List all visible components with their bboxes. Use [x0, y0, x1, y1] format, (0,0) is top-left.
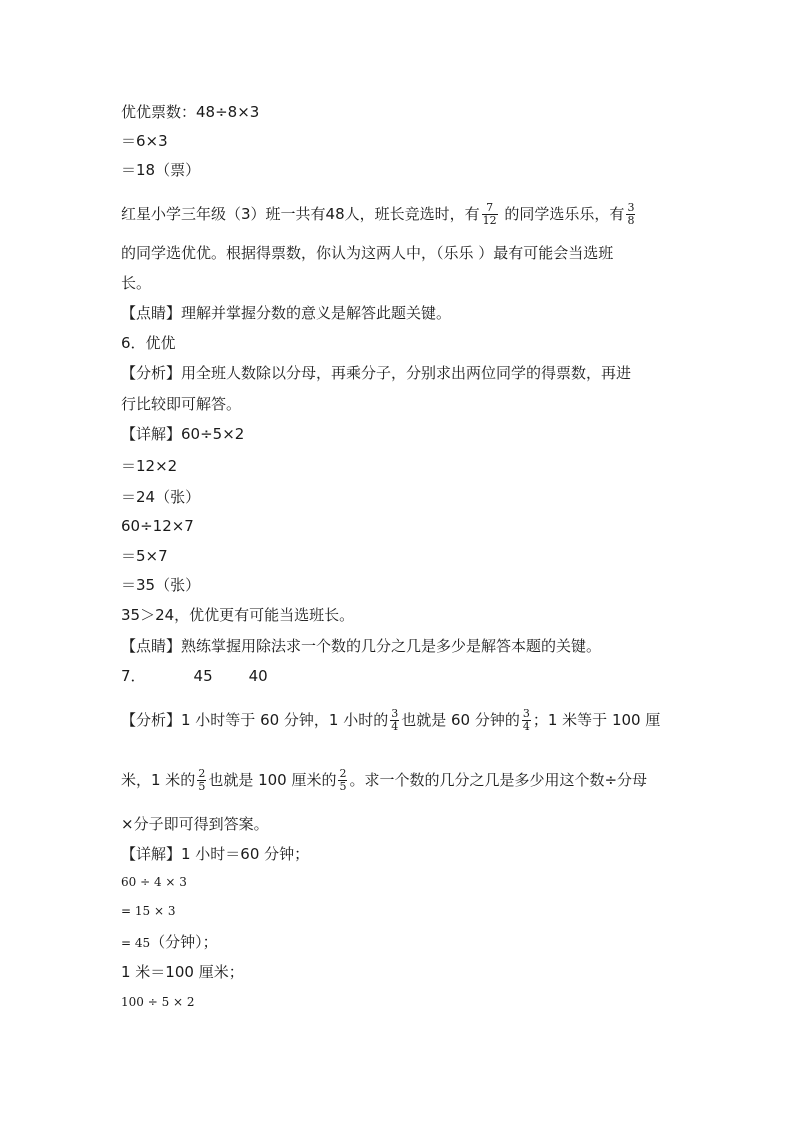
math-span: = 45	[121, 936, 151, 950]
math-line: = 15 × 3	[121, 904, 176, 918]
text-line: ＝5×7	[121, 547, 168, 565]
math-line: 100 ÷ 5 × 2	[121, 995, 195, 1009]
text-line	[121, 202, 637, 227]
answer-line	[121, 666, 268, 686]
text-span: 。求一个数的几分之几是多少用这个数÷分母	[349, 771, 648, 789]
text-span: 米，1 米的	[121, 771, 196, 789]
fraction	[338, 768, 347, 793]
question-number: 7．	[121, 667, 146, 685]
text-line: 1 米＝100 厘米；	[121, 963, 244, 981]
fraction	[626, 202, 635, 227]
text-span: ；1 米等于 100 厘	[532, 711, 661, 729]
text-span: 也就是 100 厘米的	[208, 771, 337, 789]
fraction	[390, 708, 399, 733]
text-span: 红星小学三年级（3）班一共有48人，班长竞选时，有	[121, 205, 480, 223]
fraction-numerator: 3	[627, 201, 635, 214]
fraction-denominator: 4	[391, 720, 399, 733]
fraction-denominator: 5	[198, 780, 206, 793]
text-span: 【分析】1 小时等于 60 分钟，1 小时的	[121, 711, 389, 729]
answer-value: 40	[248, 667, 268, 685]
text-span: 的同学选乐乐，有	[504, 205, 625, 223]
text-line: 60÷12×7	[121, 517, 194, 535]
fraction-numerator: 3	[391, 707, 399, 720]
text-line: ×分子即可得到答案。	[121, 815, 269, 833]
fraction	[197, 768, 206, 793]
fraction-numerator: 7	[486, 201, 494, 214]
text-line	[121, 708, 660, 733]
text-line: 35＞24，优优更有可能当选班长。	[121, 606, 355, 624]
text-line: 【点睛】理解并掌握分数的意义是解答此题关键。	[121, 304, 452, 322]
question-number: 6．优优	[121, 334, 176, 352]
text-line: 的同学选优优。根据得票数，你认为这两人中，（乐乐 ）最有可能会当选班	[121, 244, 614, 262]
fraction-denominator: 8	[627, 214, 635, 227]
text-line	[121, 768, 647, 793]
fraction	[522, 708, 531, 733]
math-line	[121, 932, 218, 953]
fraction-denominator: 5	[339, 780, 347, 793]
fraction-denominator: 4	[522, 720, 530, 733]
text-line: 【分析】用全班人数除以分母，再乘分子，分别求出两位同学的得票数，再进	[121, 364, 632, 382]
text-line: 长。	[121, 274, 152, 292]
text-line: ＝12×2	[121, 457, 178, 475]
text-line: ＝6×3	[121, 132, 168, 150]
text-span: 也就是 60 分钟的	[401, 711, 520, 729]
text-line: ＝18（票）	[121, 161, 201, 179]
text-line: ＝24（张）	[121, 488, 201, 506]
text-line: 【详解】60÷5×2	[121, 425, 245, 443]
text-line: 【详解】1 小时＝60 分钟；	[121, 845, 310, 863]
answer-value: 45	[193, 667, 213, 685]
text-line: 优优票数：48÷8×3	[121, 103, 260, 121]
fraction-numerator: 2	[339, 767, 347, 780]
unit-text: （分钟）；	[150, 933, 218, 951]
text-line: 行比较即可解答。	[121, 395, 242, 413]
math-line: 60 ÷ 4 × 3	[121, 875, 187, 889]
text-line: 【点睛】熟练掌握用除法求一个数的几分之几是多少是解答本题的关键。	[121, 637, 602, 655]
fraction-numerator: 2	[198, 767, 206, 780]
text-line: ＝35（张）	[121, 576, 201, 594]
fraction-numerator: 3	[522, 707, 530, 720]
fraction	[482, 202, 498, 227]
fraction-denominator: 12	[482, 214, 497, 227]
